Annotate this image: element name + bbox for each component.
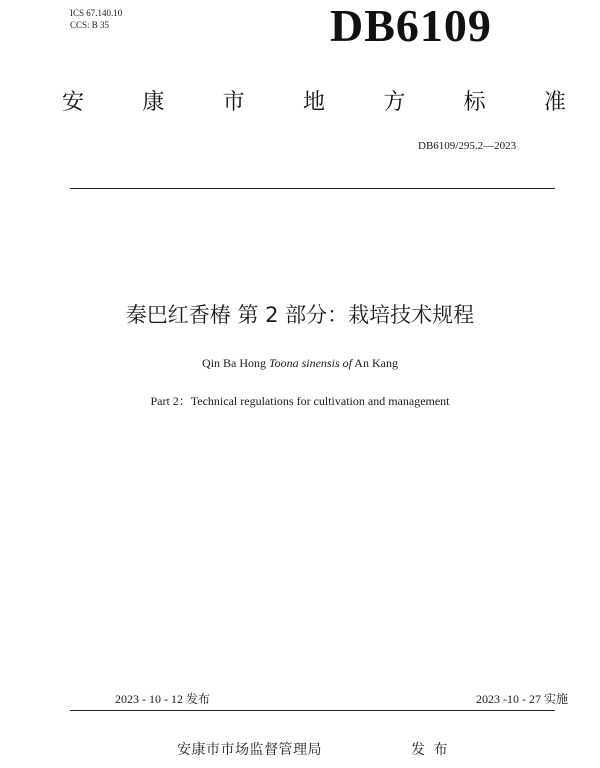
standard-type-char: 安	[62, 90, 85, 115]
standard-number: DB6109/295.2—2023	[418, 140, 517, 152]
top-divider	[70, 188, 555, 189]
english-title-italic: Toona sinensis of	[269, 356, 352, 370]
chinese-title: 秦巴红香椿 第 2 部分：栽培技术规程	[125, 303, 475, 327]
standard-type-char: 标	[463, 90, 486, 115]
standard-type-char: 准	[543, 90, 566, 115]
standard-type-char: 地	[302, 90, 325, 115]
issue-date: 2023 - 10 - 12 发布	[115, 692, 210, 706]
publish-label: 发 布	[411, 742, 450, 758]
english-title-line-2: Part 2：Technical regulations for cultivation and management	[150, 394, 450, 408]
implementation-date: 2023 -10 - 27 实施	[476, 692, 568, 706]
english-title-line-1	[0, 356, 600, 371]
ics-code: ICS 67.140.10	[70, 8, 123, 18]
standard-type-char: 方	[383, 90, 406, 115]
bottom-divider	[70, 710, 555, 711]
ccs-code: CCS: B 35	[70, 20, 110, 30]
publisher-name: 安康市市场监督管理局	[177, 742, 322, 758]
standard-type-char: 市	[222, 90, 245, 115]
english-title-prefix: Qin Ba Hong	[202, 356, 270, 370]
english-title-suffix: An Kang	[351, 356, 398, 370]
standard-type-heading	[62, 88, 566, 118]
standard-type-char: 康	[142, 90, 165, 115]
standard-code-logo: DB6109	[330, 0, 492, 51]
